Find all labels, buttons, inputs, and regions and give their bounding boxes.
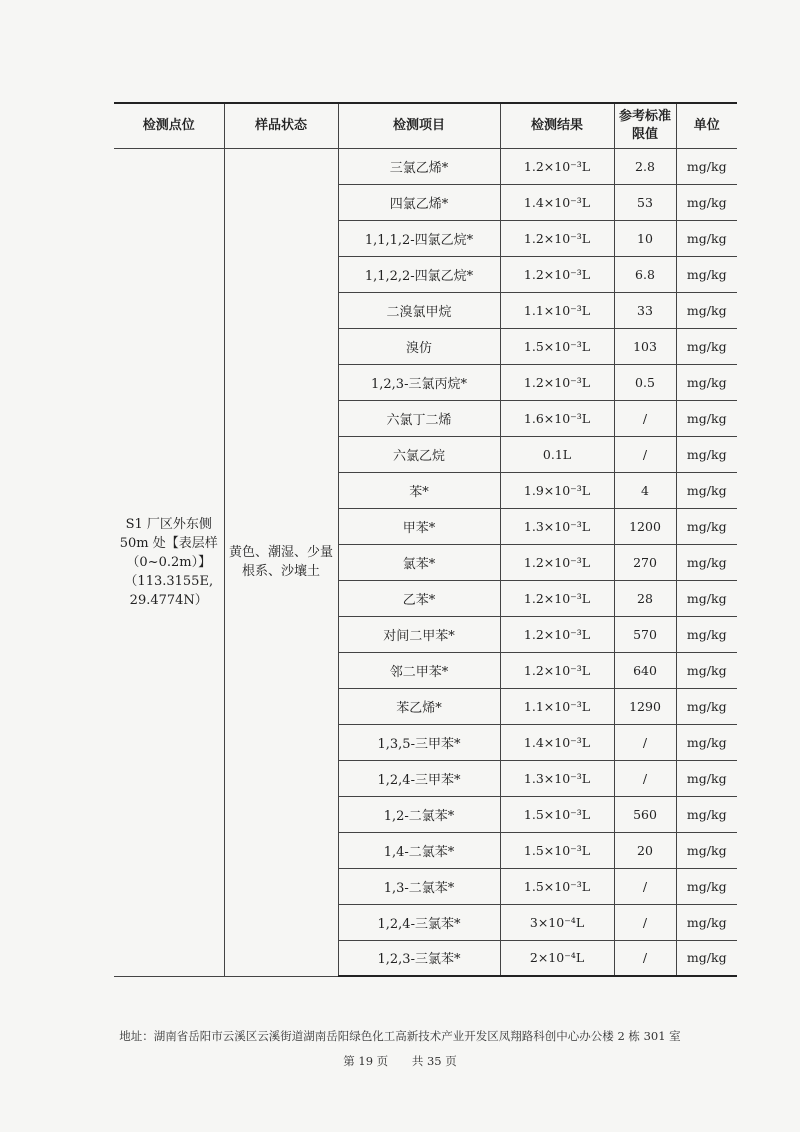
item-cell: 1,2,3-三氯苯* xyxy=(338,940,500,976)
sample-state-cell: 黄色、潮湿、少量根系、沙壤土 xyxy=(224,148,338,976)
table-body xyxy=(114,148,737,976)
item-cell: 1,4-二氯苯* xyxy=(338,832,500,868)
result-cell: 1.3×10⁻³L xyxy=(500,760,614,796)
limit-cell: 270 xyxy=(614,544,676,580)
unit-cell: mg/kg xyxy=(676,832,737,868)
item-cell: 1,3,5-三甲苯* xyxy=(338,724,500,760)
page-current: 第 19 页 xyxy=(343,1054,389,1068)
item-cell: 1,2,3-三氯丙烷* xyxy=(338,364,500,400)
unit-cell: mg/kg xyxy=(676,580,737,616)
limit-cell: 20 xyxy=(614,832,676,868)
item-cell: 1,1,2,2-四氯乙烷* xyxy=(338,256,500,292)
item-cell: 六氯丁二烯 xyxy=(338,400,500,436)
unit-cell: mg/kg xyxy=(676,652,737,688)
location-cell: S1 厂区外东侧 50m 处【表层样（0~0.2m）】（113.3155E, 29.4774N） xyxy=(114,148,224,976)
result-cell: 3×10⁻⁴L xyxy=(500,904,614,940)
item-cell: 二溴氯甲烷 xyxy=(338,292,500,328)
result-cell: 1.1×10⁻³L xyxy=(500,688,614,724)
unit-cell: mg/kg xyxy=(676,688,737,724)
unit-cell: mg/kg xyxy=(676,472,737,508)
item-cell: 对间二甲苯* xyxy=(338,616,500,652)
limit-cell: / xyxy=(614,868,676,904)
unit-cell: mg/kg xyxy=(676,184,737,220)
result-cell: 1.5×10⁻³L xyxy=(500,796,614,832)
item-cell: 氯苯* xyxy=(338,544,500,580)
result-cell: 1.3×10⁻³L xyxy=(500,508,614,544)
limit-cell: 28 xyxy=(614,580,676,616)
result-cell: 1.2×10⁻³L xyxy=(500,580,614,616)
result-cell: 1.2×10⁻³L xyxy=(500,364,614,400)
result-cell: 1.2×10⁻³L xyxy=(500,616,614,652)
limit-cell: 103 xyxy=(614,328,676,364)
unit-cell: mg/kg xyxy=(676,760,737,796)
result-cell: 1.2×10⁻³L xyxy=(500,652,614,688)
page-total: 共 35 页 xyxy=(411,1054,457,1068)
unit-cell: mg/kg xyxy=(676,544,737,580)
item-cell: 1,2-二氯苯* xyxy=(338,796,500,832)
limit-cell: 53 xyxy=(614,184,676,220)
table-header-row xyxy=(114,103,737,148)
item-cell: 1,2,4-三氯苯* xyxy=(338,904,500,940)
item-cell: 邻二甲苯* xyxy=(338,652,500,688)
unit-cell: mg/kg xyxy=(676,616,737,652)
result-cell: 1.2×10⁻³L xyxy=(500,256,614,292)
limit-cell: 6.8 xyxy=(614,256,676,292)
header-result: 检测结果 xyxy=(500,103,614,148)
header-item: 检测项目 xyxy=(338,103,500,148)
unit-cell: mg/kg xyxy=(676,940,737,976)
item-cell: 苯* xyxy=(338,472,500,508)
footer-address: 地址：湖南省岳阳市云溪区云溪街道湖南岳阳绿色化工高新技术产业开发区凤翔路科创中心办公楼 2 栋 301 室 xyxy=(119,1029,681,1043)
page-number xyxy=(0,1053,800,1069)
unit-cell: mg/kg xyxy=(676,256,737,292)
unit-cell: mg/kg xyxy=(676,904,737,940)
item-cell: 六氯乙烷 xyxy=(338,436,500,472)
result-cell: 1.4×10⁻³L xyxy=(500,184,614,220)
unit-cell: mg/kg xyxy=(676,796,737,832)
limit-cell: 4 xyxy=(614,472,676,508)
unit-cell: mg/kg xyxy=(676,220,737,256)
header-location: 检测点位 xyxy=(114,103,224,148)
limit-cell: 1200 xyxy=(614,508,676,544)
test-results-table xyxy=(114,102,737,977)
unit-cell: mg/kg xyxy=(676,148,737,184)
result-cell: 1.4×10⁻³L xyxy=(500,724,614,760)
item-cell: 溴仿 xyxy=(338,328,500,364)
limit-cell: / xyxy=(614,904,676,940)
limit-cell: / xyxy=(614,436,676,472)
result-cell: 1.9×10⁻³L xyxy=(500,472,614,508)
result-cell: 1.5×10⁻³L xyxy=(500,328,614,364)
limit-cell: 0.5 xyxy=(614,364,676,400)
item-cell: 甲苯* xyxy=(338,508,500,544)
unit-cell: mg/kg xyxy=(676,328,737,364)
result-cell: 1.5×10⁻³L xyxy=(500,832,614,868)
limit-cell: 560 xyxy=(614,796,676,832)
result-cell: 1.2×10⁻³L xyxy=(500,220,614,256)
header-unit: 单位 xyxy=(676,103,737,148)
limit-cell: 640 xyxy=(614,652,676,688)
result-cell: 0.1L xyxy=(500,436,614,472)
limit-cell: 10 xyxy=(614,220,676,256)
result-cell: 2×10⁻⁴L xyxy=(500,940,614,976)
limit-cell: 570 xyxy=(614,616,676,652)
item-cell: 苯乙烯* xyxy=(338,688,500,724)
limit-cell: / xyxy=(614,724,676,760)
unit-cell: mg/kg xyxy=(676,508,737,544)
unit-cell: mg/kg xyxy=(676,400,737,436)
item-cell: 1,2,4-三甲苯* xyxy=(338,760,500,796)
header-reference: 参考标准 限值 xyxy=(614,103,676,148)
result-cell: 1.1×10⁻³L xyxy=(500,292,614,328)
item-cell: 1,3-二氯苯* xyxy=(338,868,500,904)
result-cell: 1.6×10⁻³L xyxy=(500,400,614,436)
limit-cell: / xyxy=(614,760,676,796)
limit-cell: / xyxy=(614,400,676,436)
result-cell: 1.2×10⁻³L xyxy=(500,148,614,184)
result-cell: 1.2×10⁻³L xyxy=(500,544,614,580)
item-cell: 乙苯* xyxy=(338,580,500,616)
result-cell: 1.5×10⁻³L xyxy=(500,868,614,904)
unit-cell: mg/kg xyxy=(676,724,737,760)
limit-cell: 33 xyxy=(614,292,676,328)
unit-cell: mg/kg xyxy=(676,868,737,904)
unit-cell: mg/kg xyxy=(676,292,737,328)
limit-cell: 2.8 xyxy=(614,148,676,184)
header-sample-state: 样品状态 xyxy=(224,103,338,148)
item-cell: 1,1,1,2-四氯乙烷* xyxy=(338,220,500,256)
item-cell: 三氯乙烯* xyxy=(338,148,500,184)
unit-cell: mg/kg xyxy=(676,364,737,400)
limit-cell: 1290 xyxy=(614,688,676,724)
unit-cell: mg/kg xyxy=(676,436,737,472)
item-cell: 四氯乙烯* xyxy=(338,184,500,220)
limit-cell: / xyxy=(614,940,676,976)
table-row xyxy=(114,148,737,184)
